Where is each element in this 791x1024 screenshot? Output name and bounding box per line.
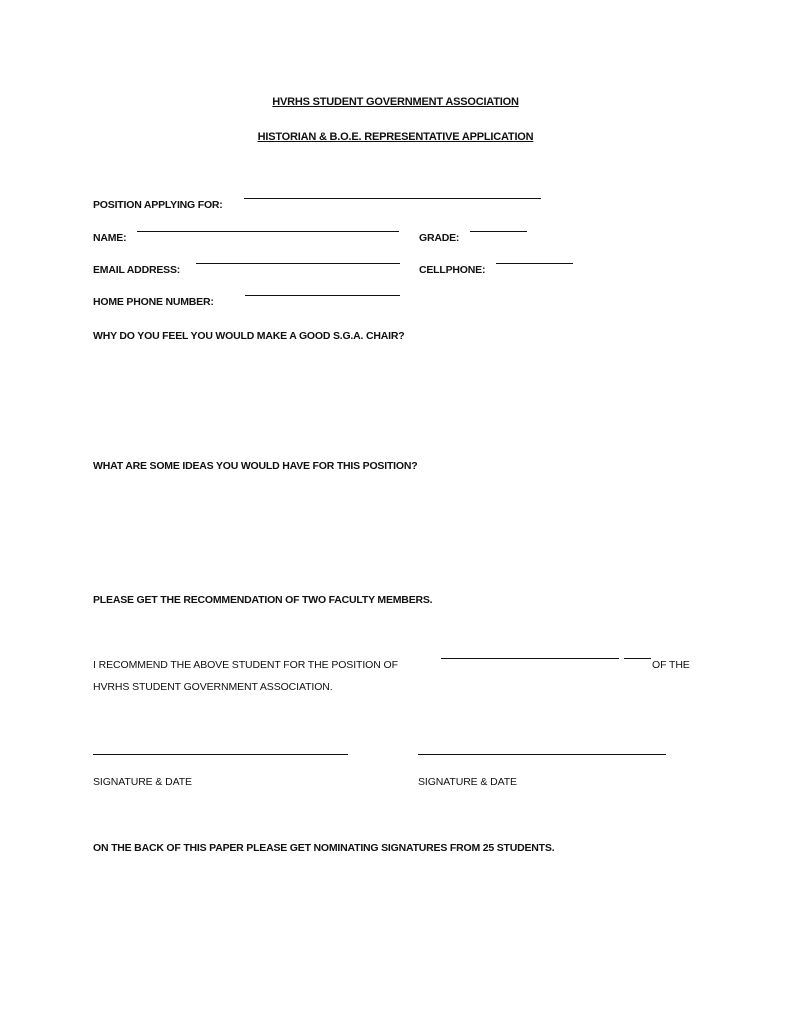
grade-input[interactable] [470,231,527,232]
cellphone-input[interactable] [496,263,573,264]
recommend-position-input-extra[interactable] [624,658,651,659]
signature-line-1[interactable] [93,754,348,755]
recommend-position-input[interactable] [441,658,619,659]
recommendation-statement-line2: HVRHS STUDENT GOVERNMENT ASSOCIATION. [93,681,333,693]
question-why-good-chair: WHY DO YOU FEEL YOU WOULD MAKE A GOOD S.G.A. CHAIR? [93,330,405,342]
recommendation-instruction: PLEASE GET THE RECOMMENDATION OF TWO FACULTY MEMBERS. [93,594,433,606]
position-input[interactable] [244,198,541,199]
email-label: EMAIL ADDRESS: [93,264,181,276]
name-label: NAME: [93,232,127,244]
cellphone-label: CELLPHONE: [419,264,486,276]
question-ideas: WHAT ARE SOME IDEAS YOU WOULD HAVE FOR THIS POSITION? [93,460,418,472]
home-phone-label: HOME PHONE NUMBER: [93,296,214,308]
home-phone-input[interactable] [245,295,400,296]
back-page-note: ON THE BACK OF THIS PAPER PLEASE GET NOMINATING SIGNATURES FROM 25 STUDENTS. [93,842,555,854]
signature-label-1: SIGNATURE & DATE [93,776,192,788]
email-input[interactable] [196,263,400,264]
document-title: HVRHS STUDENT GOVERNMENT ASSOCIATION [272,96,519,108]
position-label: POSITION APPLYING FOR: [93,199,223,211]
recommendation-statement-start: I RECOMMEND THE ABOVE STUDENT FOR THE POSITION OF [93,659,398,671]
grade-label: GRADE: [419,232,460,244]
signature-label-2: SIGNATURE & DATE [418,776,517,788]
signature-line-2[interactable] [418,754,666,755]
recommendation-statement-end: OF THE [652,659,690,671]
document-subtitle: HISTORIAN & B.O.E. REPRESENTATIVE APPLICATION [257,131,534,143]
name-input[interactable] [137,231,399,232]
